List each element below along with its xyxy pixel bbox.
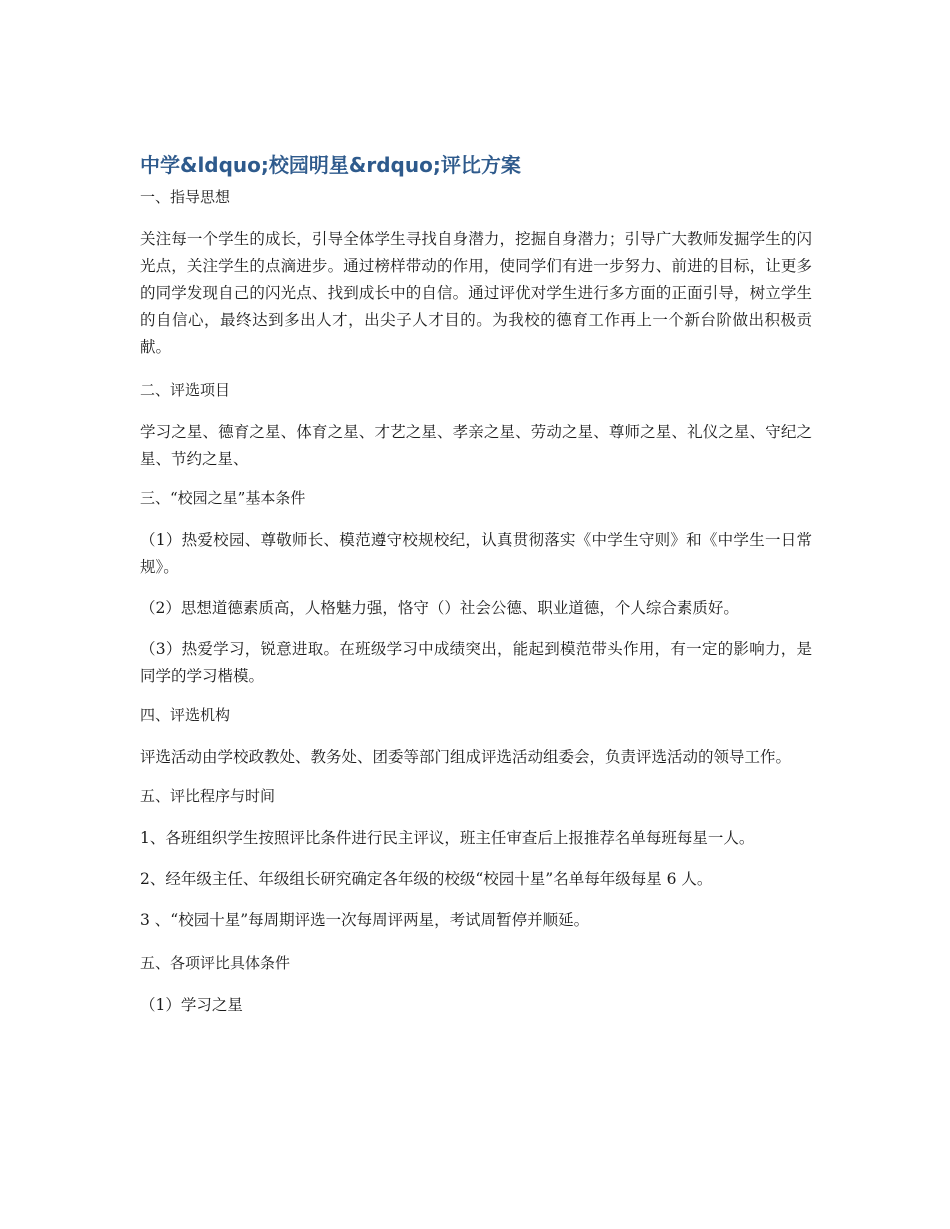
- paragraph-condition-1: （1）热爱校园、尊敬师长、模范遵守校规校纪，认真贯彻落实《中学生守则》和《中学生一日常规》。: [140, 531, 812, 576]
- section-heading-specific: 五、各项评比具体条件: [140, 954, 291, 972]
- section-heading-guiding: 一、指导思想: [140, 188, 231, 206]
- paragraph-condition-2: （2）思想道德素质高，人格魅力强，恪守（）社会公德、职业道德，个人综合素质好。: [140, 599, 739, 617]
- paragraph-org: 评选活动由学校政教处、教务处、团委等部门组成评选活动组委会，负责评选活动的领导工作。: [140, 748, 792, 766]
- section-heading-procedure: 五、评比程序与时间: [140, 787, 276, 805]
- section-heading-org: 四、评选机构: [140, 706, 231, 724]
- document-page: [140, 148, 812, 1019]
- paragraph-items: 学习之星、德育之星、体育之星、才艺之星、孝亲之星、劳动之星、尊师之星、礼仪之星、守纪之星、节约之星、: [140, 423, 812, 468]
- paragraph-condition-3: （3）热爱学习，锐意进取。在班级学习中成绩突出，能起到模范带头作用，有一定的影响力，是同学的学习楷模。: [140, 640, 812, 685]
- section-heading-items: 二、评选项目: [140, 381, 231, 399]
- section-heading-conditions: 三、“校园之星”基本条件: [140, 489, 306, 507]
- paragraph-guiding: 关注每一个学生的成长，引导全体学生寻找自身潜力，挖掘自身潜力；引导广大教师发掘学生的闪光点，关注学生的点滴进步。通过榜样带动的作用，使同学们有进一步努力、前进的目标，让更多的同学发现自己的闪光点、找到成长中的自信。通过评优对学生进行多方面的正面引导，树立学生的自信心，最终达到多出人才，出尖子人才目的。为我校的德育工作再上一个新台阶做出积极贡献。: [140, 230, 812, 356]
- paragraph-procedure-3: 3 、“校园十星”每周期评选一次每周评两星，考试周暂停并顺延。: [140, 911, 590, 929]
- document-title: 中学&ldquo;校园明星&rdquo;评比方案: [140, 153, 521, 177]
- paragraph-procedure-1: 1、各班组织学生按照评比条件进行民主评议，班主任审查后上报推荐名单每班每星一人。: [140, 829, 755, 847]
- paragraph-procedure-2: 2、经年级主任、年级组长研究确定各年级的校级“校园十星”名单每年级每星 6 人。: [140, 870, 713, 888]
- paragraph-specific-1: （1）学习之星: [140, 996, 243, 1014]
